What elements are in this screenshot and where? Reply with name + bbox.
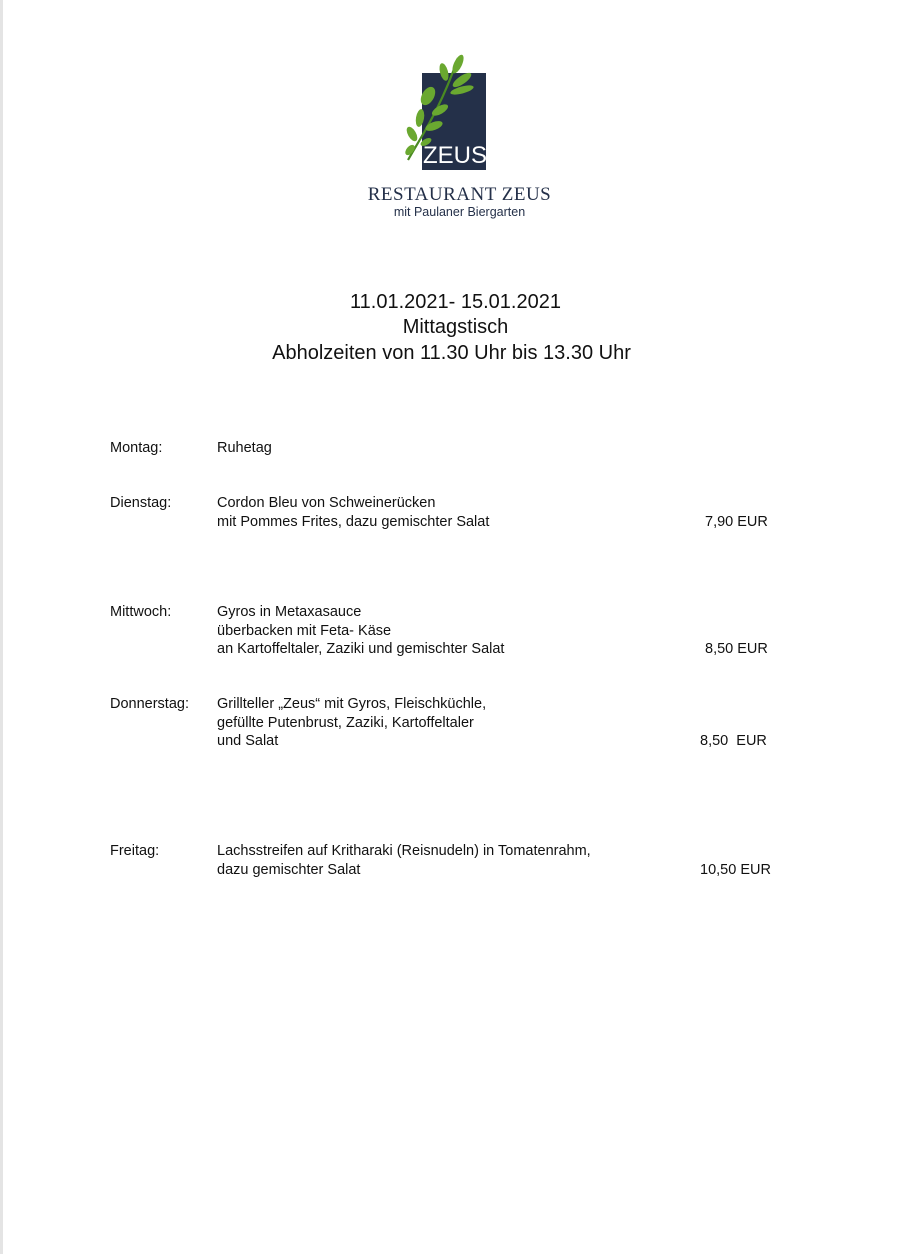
dish-line: dazu gemischter Salat — [217, 861, 361, 878]
dish-line: überbacken mit Feta- Käse — [217, 622, 392, 639]
price: 8,50 EUR — [700, 733, 767, 749]
dish-line: Gyros in Metaxasauce — [217, 604, 362, 620]
dish-line: Cordon Bleu von Schweinerücken — [217, 495, 436, 511]
dish-line: Lachsstreifen auf Kritharaki (Reisnudeln) in Tomatenrahm, — [217, 843, 591, 859]
dish-line: Grillteller „Zeus“ mit Gyros, Fleischküchle, — [217, 696, 487, 712]
dish-line: Ruhetag — [217, 440, 272, 456]
pickup-times: Abholzeiten von 11.30 Uhr bis 13.30 Uhr — [272, 342, 631, 364]
dish-line: und Salat — [217, 733, 279, 749]
restaurant-subtitle: mit Paulaner Biergarten — [393, 205, 526, 219]
dish-description — [217, 494, 489, 531]
zeus-logo — [400, 50, 492, 172]
dish-line: an Kartoffeltaler, Zaziki und gemischter Salat — [217, 641, 505, 657]
day-label: Donnerstag: — [110, 696, 189, 712]
logo-text: ZEUS — [422, 142, 488, 169]
dish-line: gefüllte Putenbrust, Zaziki, Kartoffeltaler — [217, 714, 474, 731]
day-label: Freitag: — [110, 843, 160, 859]
dish-description — [217, 842, 591, 879]
day-label: Mittwoch: — [110, 604, 172, 620]
dish-description — [217, 439, 272, 458]
price: 10,50 EUR — [700, 861, 771, 878]
price: 7,90 EUR — [705, 513, 768, 530]
dish-line: mit Pommes Frites, dazu gemischter Salat — [217, 513, 490, 530]
page-edge — [0, 0, 3, 1254]
dish-description — [217, 695, 486, 751]
restaurant-name: RESTAURANT ZEUS — [367, 184, 552, 205]
date-range: 11.01.2021- 15.01.2021 — [350, 291, 561, 313]
menu-title: Mittagstisch — [402, 316, 509, 338]
day-label: Montag: — [110, 440, 163, 456]
day-label: Dienstag: — [110, 495, 172, 511]
price: 8,50 EUR — [705, 641, 768, 657]
dish-description — [217, 603, 504, 659]
